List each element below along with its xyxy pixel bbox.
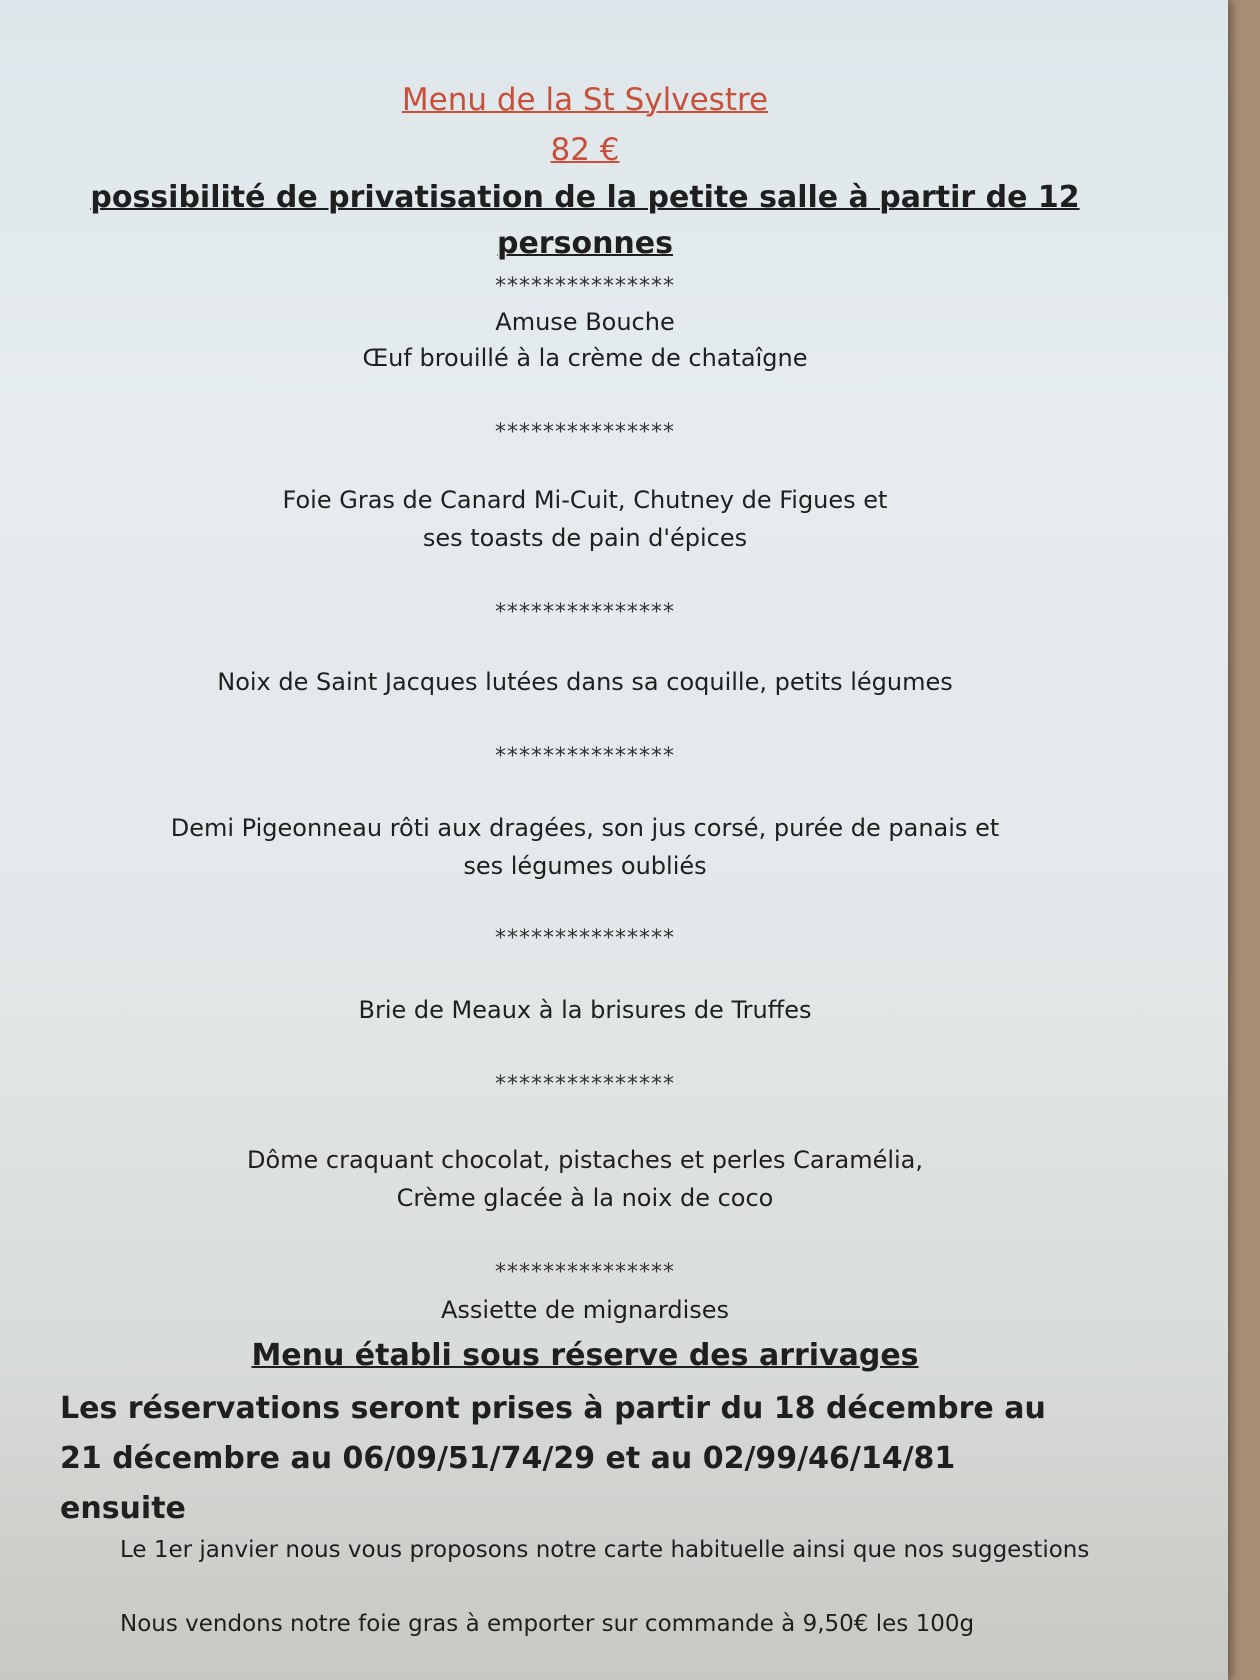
reservation-info: Les réservations seront prises à partir du 18 décembre au 21 décembre au 06/09/51/74/29 et au 02/99/46/14/81 ensuite — [60, 1391, 1046, 1526]
course-brie: Brie de Meaux à la brisures de Truffes — [358, 996, 812, 1024]
privatisation-line-2: personnes — [496, 226, 673, 261]
separator: *************** — [495, 600, 675, 625]
course-amuse-bouche-detail: Œuf brouillé à la crème de chataîgne — [362, 344, 808, 372]
course-mignardises: Assiette de mignardises — [440, 1296, 730, 1324]
separator: *************** — [495, 420, 675, 445]
reserve-note: Menu établi sous réserve des arrivages — [251, 1338, 919, 1373]
course-foie-gras-detail: ses toasts de pain d'épices — [422, 524, 748, 552]
footer-new-year — [60, 1534, 1120, 1566]
menu-title: Menu de la St Sylvestre — [401, 82, 769, 118]
course-saint-jacques: Noix de Saint Jacques lutées dans sa coquille, petits légumes — [217, 668, 953, 696]
course-dessert: Dôme craquant chocolat, pistaches et perles Caramélia, — [246, 1146, 924, 1174]
separator: *************** — [495, 274, 675, 299]
footer-foie-gras-text: Nous vendons notre foie gras à emporter sur commande à 9,50€ les 100g — [120, 1611, 975, 1637]
course-pigeonneau-detail: ses légumes oubliés — [463, 852, 707, 880]
separator: *************** — [495, 744, 675, 769]
course-pigeonneau: Demi Pigeonneau rôti aux dragées, son jus corsé, purée de panais et — [170, 814, 1000, 842]
course-amuse-bouche: Amuse Bouche — [495, 308, 675, 336]
separator: *************** — [495, 926, 675, 951]
separator: *************** — [495, 1260, 675, 1285]
menu-price: 82 € — [550, 132, 620, 168]
footer-new-year-text: Le 1er janvier nous vous proposons notre carte habituelle ainsi que nos suggestions — [120, 1537, 1090, 1563]
separator: *************** — [495, 1072, 675, 1097]
course-foie-gras: Foie Gras de Canard Mi-Cuit, Chutney de Figues et — [282, 486, 888, 514]
course-dessert-detail: Crème glacée à la noix de coco — [396, 1184, 774, 1212]
footer-foie-gras — [60, 1608, 1120, 1640]
privatisation-line-1: possibilité de privatisation de la petite salle à partir de 12 — [90, 180, 1080, 215]
